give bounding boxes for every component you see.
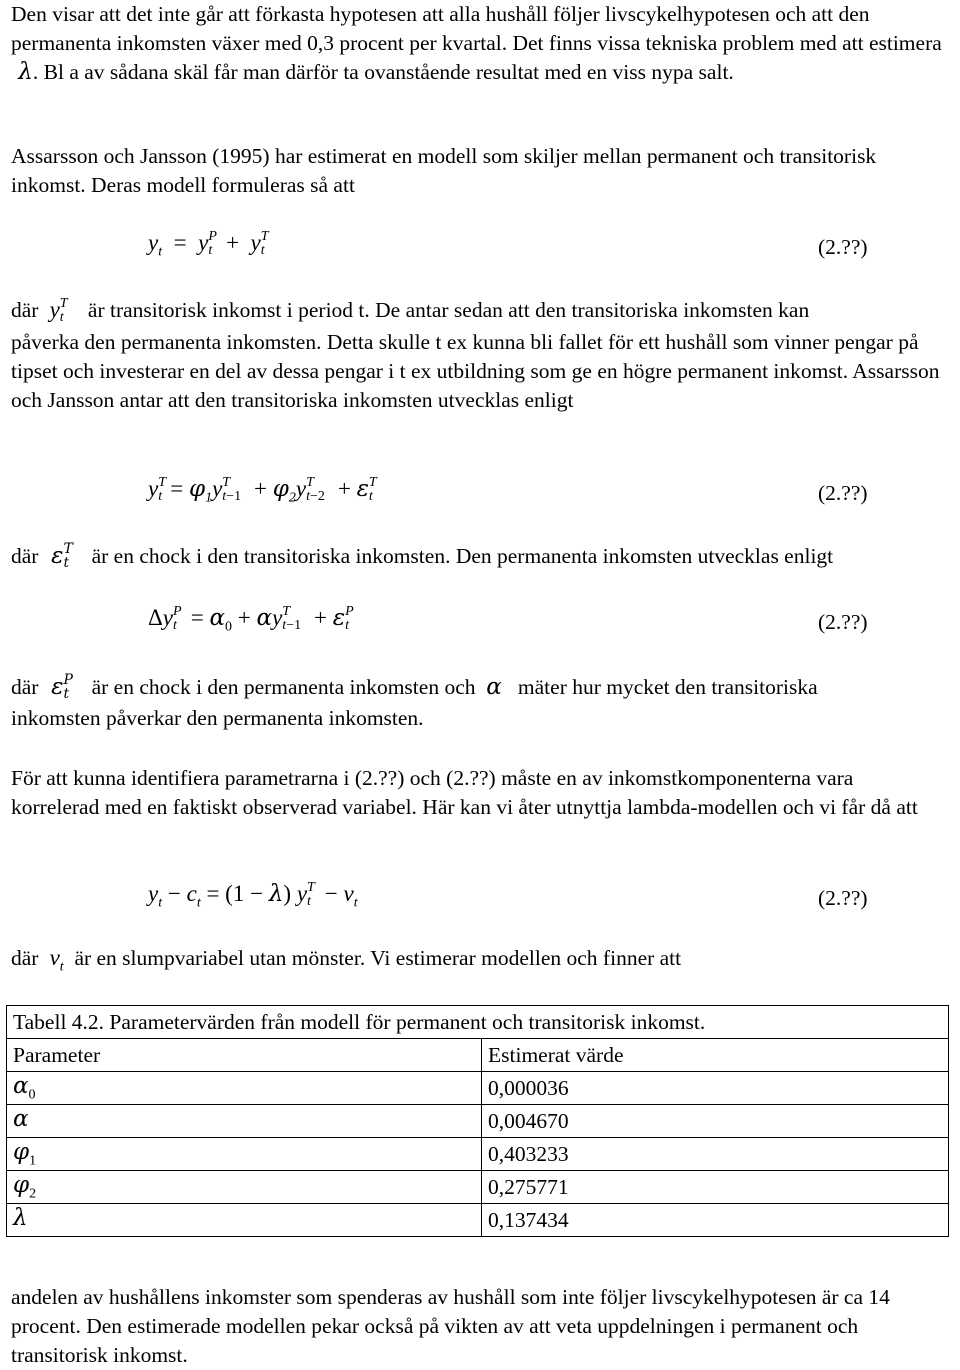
paragraph-7: [11, 945, 681, 976]
equation-3: Δy P t = $\alpha_0 + \alpha y$ T t−1 + ε P t: [148, 603, 354, 635]
equation-2-number: (2.??): [818, 481, 868, 505]
lambda-symbol: λ: [11, 59, 33, 85]
param-value: 0,000036: [482, 1072, 949, 1105]
paragraph-3-rest: påverka den permanenta inkomsten. Detta skulle t ex kunna bli fallet för ett hushåll som vinner pengar på tipset och investerar en del av dessa pengar i t ex utbildning som ge en högre permanent inkomst. Assarsson och Jansson antar att den transitoriska inkomsten utvecklas enligt: [11, 330, 940, 412]
parameter-table: [6, 1005, 949, 1237]
param-value: 0,004670: [482, 1105, 949, 1138]
paragraph-1: [11, 0, 946, 87]
paragraph-5-after: mäter hur mycket den transitoriska: [517, 675, 818, 699]
paragraph-5-line-1: [11, 674, 818, 700]
y-t-T-symbol: y T t: [43, 295, 68, 325]
param-value: 0,275771: [482, 1171, 949, 1204]
paragraph-4: [11, 543, 833, 569]
param-value: 0,403233: [482, 1138, 949, 1171]
alpha-symbol: α: [486, 674, 502, 700]
paragraph-4-lead: där: [11, 544, 39, 568]
paragraph-4-after: är en chock i den transitoriska inkomsten. Den permanenta inkomsten utvecklas enligt: [91, 544, 834, 568]
equation-1: $y_t = y$ P t + y T t: [148, 228, 269, 260]
paragraph-5-rest: inkomsten påverkar den permanenta inkomsten.: [11, 706, 424, 730]
epsilon-P-symbol: ε P t: [43, 672, 73, 702]
table-caption: Tabell 4.2. Parametervärden från modell för permanent och transitorisk inkomst.: [7, 1006, 949, 1039]
table-header-value: Estimerat värde: [482, 1039, 949, 1072]
table-row: [7, 1171, 949, 1204]
paragraph-3-after: är transitorisk inkomst i period t. De antar sedan att den transitoriska inkomsten kan: [87, 298, 810, 322]
equation-2: y T t = $\varphi_1y$ T t−1 + $\varphi_2y$ T t−2 + ε T t: [148, 474, 377, 506]
paragraph-5-lead: där: [11, 675, 39, 699]
paragraph-2: Assarsson och Jansson (1995) har estimerat en modell som skiljer mellan permanent och transitorisk inkomst. Deras modell formuleras så att: [11, 144, 877, 197]
table-row: [7, 1072, 949, 1105]
paragraph-8: andelen av hushållens inkomster som spenderas av hushåll som inte följer livscykelhypotesen är ca 14 procent. Den estimerade modellen pekar också på vikten av att veta uppdelningen i permanent och transitorisk inkomst.: [11, 1285, 890, 1367]
paragraph-7-lead: där: [11, 946, 39, 970]
paragraph-5-mid: är en chock i den permanenta inkomsten och: [91, 675, 476, 699]
param-symbol: $\alpha_0$: [7, 1072, 482, 1105]
paragraph-1-tail: . Bl a av sådana skäl får man därför ta ovanstående resultat med en viss nypa salt.: [32, 60, 734, 84]
param-value: 0,137434: [482, 1204, 949, 1237]
paragraph-7-after: är en slumpvariabel utan mönster. Vi estimerar modellen och finner att: [74, 946, 682, 970]
param-symbol: λ: [7, 1204, 482, 1237]
table-row: [7, 1105, 949, 1138]
equation-3-number: (2.??): [818, 610, 868, 634]
equation-4-number: (2.??): [818, 886, 868, 910]
table-row: [7, 1204, 949, 1237]
paragraph-1-text: Den visar att det inte går att förkasta hypotesen att alla hushåll följer livscykelhypotesen och att den permanenta inkomsten växer med 0,3 procent per kvartal. Det finns vissa tekniska problem med att estimera: [11, 2, 942, 55]
equation-4: $y_t - c_t = (1 - \lambda)$ y T t − $v_t$: [148, 879, 358, 911]
param-symbol: α: [7, 1105, 482, 1138]
table-row: [7, 1138, 949, 1171]
paragraph-3-line-1: [11, 297, 809, 324]
paragraph-6: För att kunna identifiera parametrarna i (2.??) och (2.??) måste en av inkomstkomponenterna vara korrelerad med en faktiskt observerad variabel. Här kan vi åter utnyttja lambda-modellen och vi får då att: [11, 766, 918, 819]
paragraph-3-lead: där: [11, 298, 39, 322]
epsilon-T-symbol: ε T t: [43, 541, 73, 571]
param-symbol: $\varphi_1$: [7, 1138, 482, 1171]
param-symbol: $\varphi_2$: [7, 1171, 482, 1204]
equation-1-number: (2.??): [818, 235, 868, 259]
table-header-parameter: Parameter: [7, 1039, 482, 1072]
v-t-symbol: $v_t$: [43, 945, 64, 975]
